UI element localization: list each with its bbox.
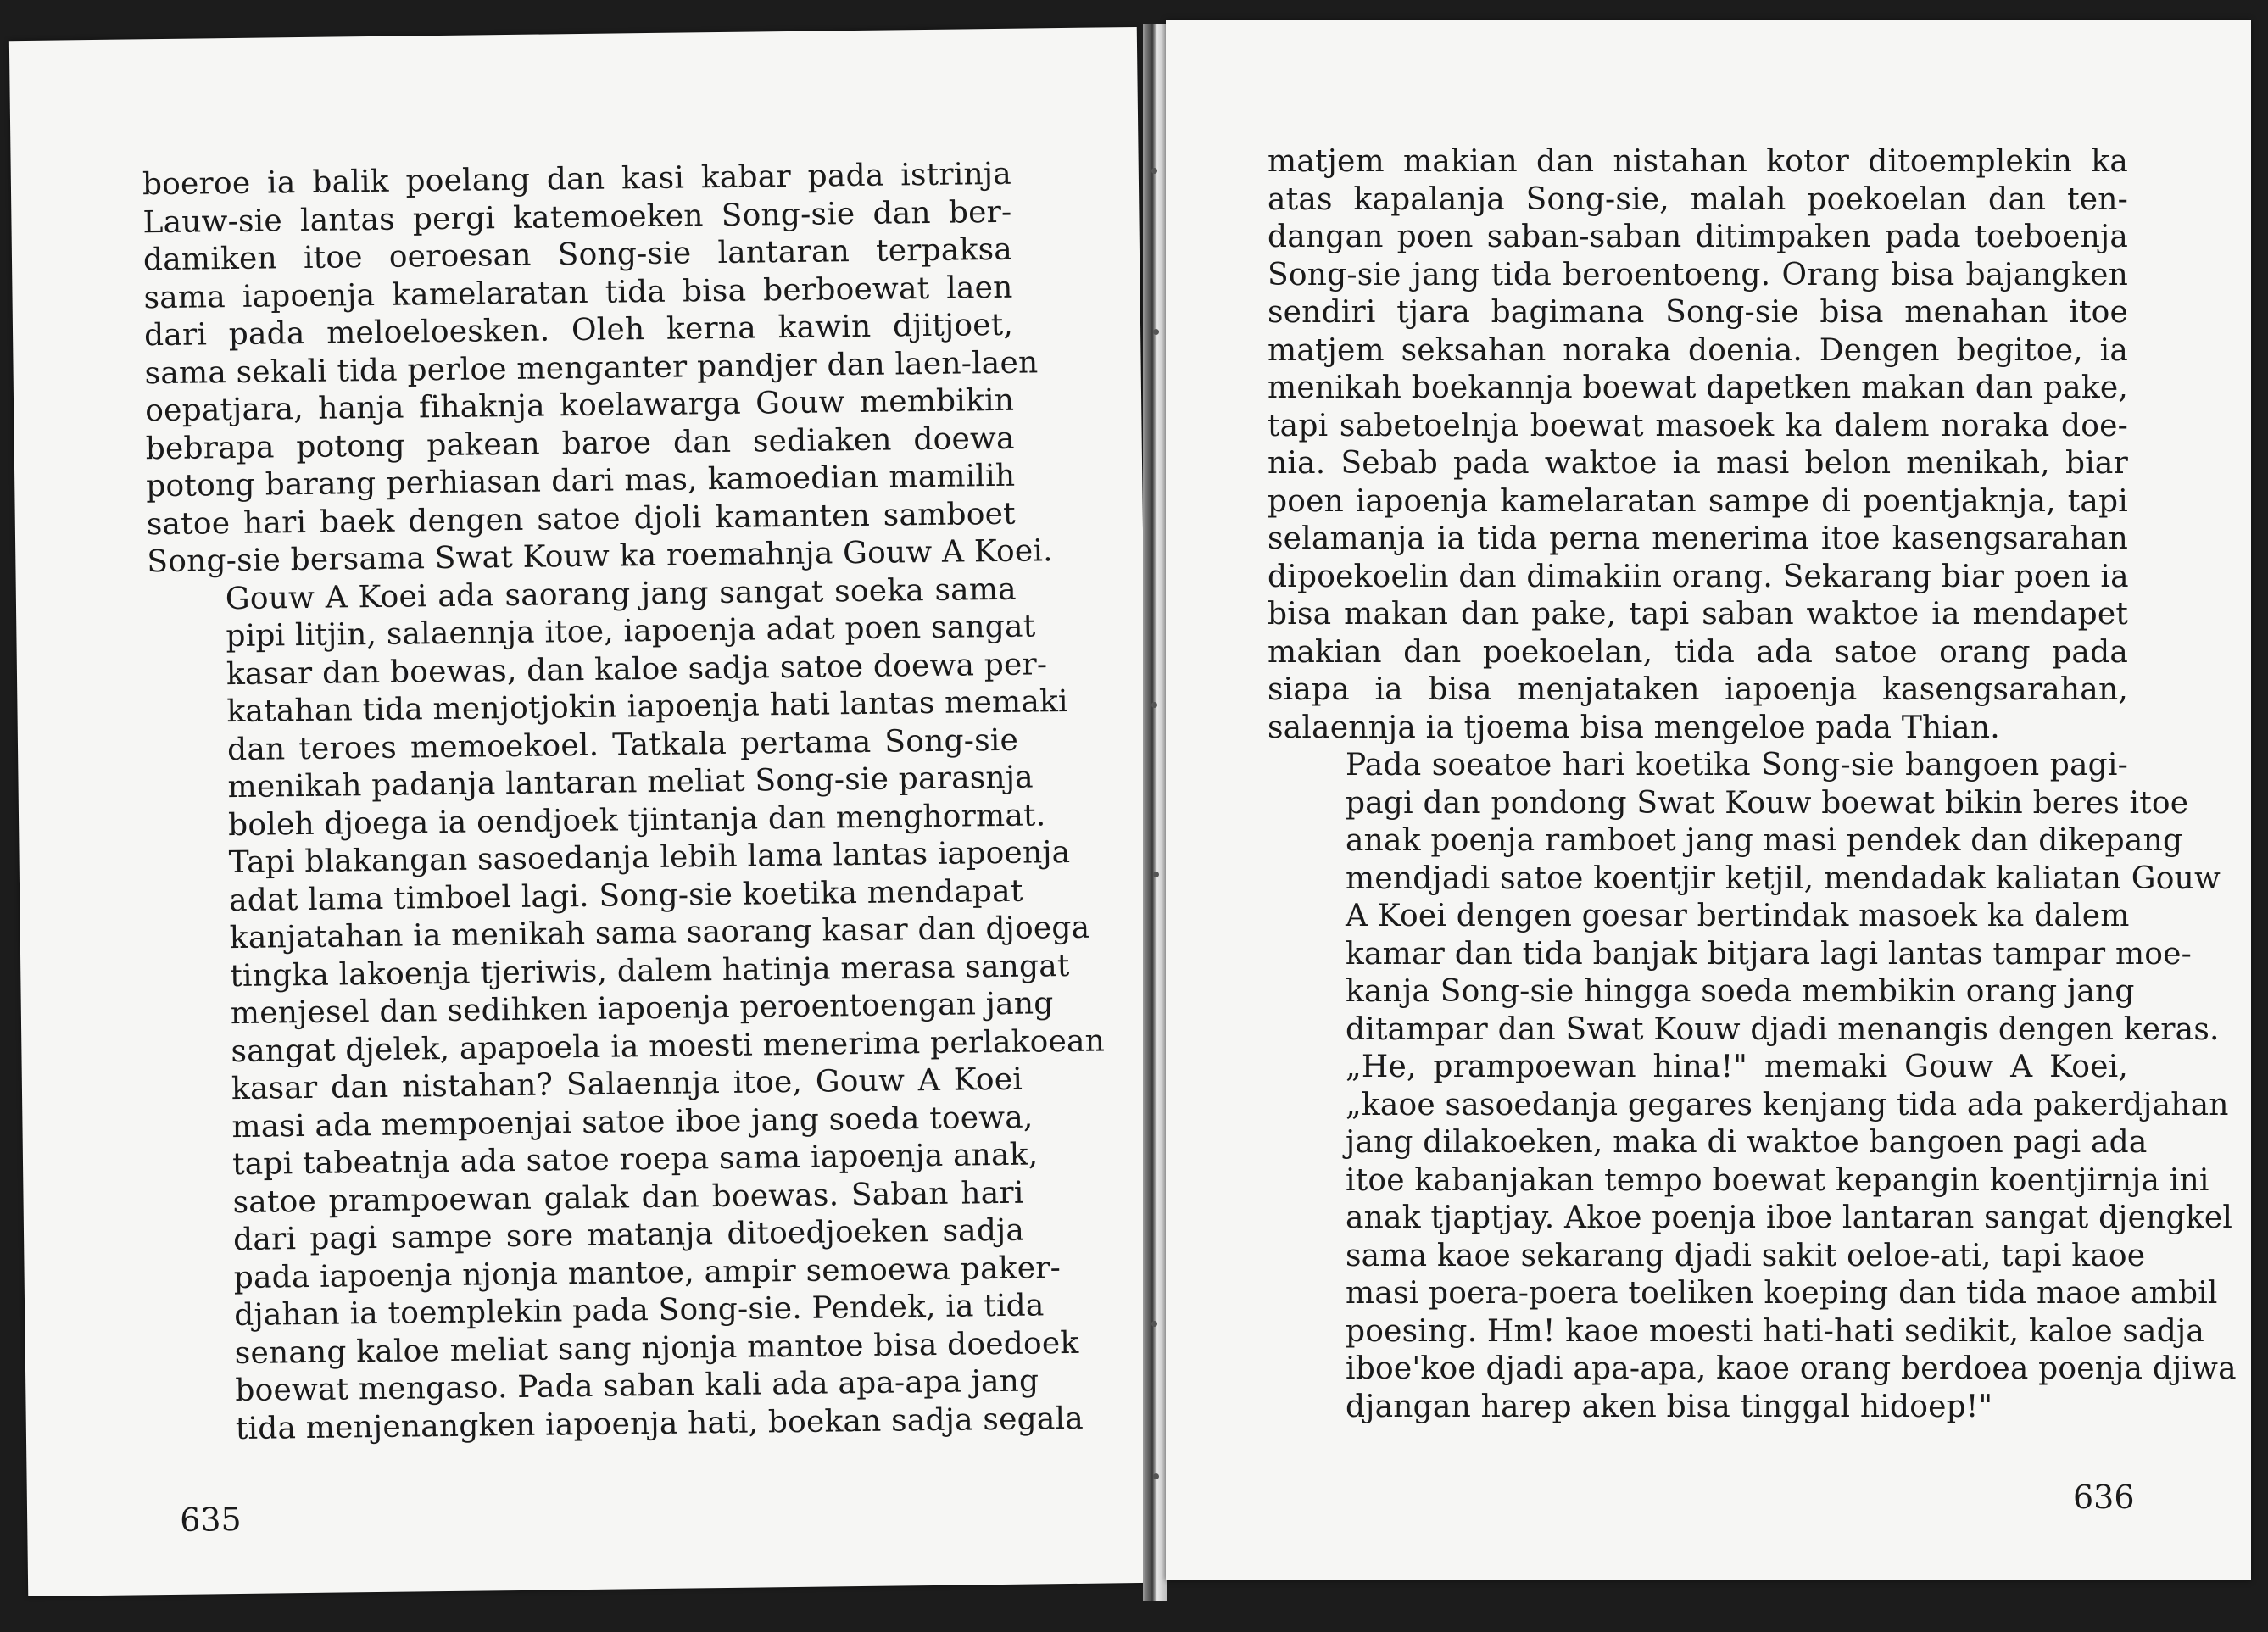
paragraph — [148, 571, 1106, 1449]
page-number: 636 — [2073, 1479, 2135, 1516]
text-line: kasar dan boewas, dan kaloe sadja satoe doewa per- — [226, 646, 1048, 692]
paragraph — [1268, 143, 2128, 747]
text-line: sangat djelek, apapoela ia moesti menerima perlakoean — [231, 1022, 1106, 1069]
text-line: „kaoe sasoedanja gegares kenjang tida ada pakerdjahan — [1346, 1087, 2229, 1122]
binding-mark — [1153, 872, 1159, 877]
text-line: pipi litjin, salaennja itoe, iapoenja adat poen sangat — [226, 609, 1036, 654]
text-line: nia. Sebab pada waktoe ia masi belon menikah, biar — [1268, 446, 2128, 481]
text-line: sama sekali tida perloe menganter pandjer dan laen-laen — [144, 344, 1039, 391]
text-line: tingka lakoenja tjeriwis, dalem hatinja merasa sangat — [230, 948, 1070, 994]
text-line: adat lama timboel lagi. Song-sie koetika mendapat — [228, 873, 1023, 918]
left-page — [9, 27, 1156, 1596]
text-line: atas kapalanja Song-sie, malah poekoelan dan ten- — [1268, 181, 2128, 217]
text-line: kanjatahan ia menikah sama saorang kasar dan djoega — [229, 910, 1090, 956]
text-line: kasar dan nistahan? Salaennja itoe, Gouw A Koei — [231, 1061, 1023, 1107]
binding-mark — [1153, 1473, 1159, 1479]
text-line: kanja Song-sie hingga soeda membikin orang jang — [1346, 974, 2135, 1009]
paragraph — [1268, 747, 2221, 1049]
binding-mark — [1151, 702, 1157, 708]
text-line: mendjadi satoe koentjir ketjil, mendadak kaliatan Gouw — [1346, 861, 2221, 896]
text-line: tapi sabetoelnja boewat masoek ka dalem noraka doe- — [1268, 408, 2128, 443]
text-line: boeroe ia balik poelang dan kasi kabar pada istrinja — [142, 156, 1012, 203]
text-line: boleh djoega ia oendjoek tjintanja dan menghormat. — [227, 797, 1046, 843]
book-gutter — [1143, 24, 1167, 1601]
text-line: dan teroes memoekoel. Tatkala pertama Song-sie — [226, 722, 1019, 767]
text-line: anak tjaptjay. Akoe poenja iboe lantaran sangat djengkel — [1346, 1200, 2233, 1235]
text-line: satoe prampoewan galak dan boewas. Saban hari — [232, 1175, 1024, 1220]
text-line: pagi dan pondong Swat Kouw boewat bikin beres itoe — [1346, 785, 2189, 821]
text-line: salaennja ia tjoema bisa mengeloe pada Thian. — [1268, 710, 2000, 745]
text-line: makian dan poekoelan, tida ada satoe orang pada — [1268, 634, 2128, 670]
text-line: katahan tida menjotjokin iapoenja hati lantas memaki — [226, 683, 1068, 730]
paragraph — [142, 156, 1053, 582]
text-line: sendiri tjara bagimana Song-sie bisa menahan itoe — [1268, 295, 2128, 330]
text-line: djangan harep aken bisa tinggal hidoep!" — [1346, 1389, 1993, 1424]
text-line: „He, prampoewan hina!" memaki Gouw A Koei, — [1346, 1050, 2128, 1084]
text-line: masi poera-poera toeliken koeping dan tida maoe ambil — [1346, 1276, 2218, 1311]
text-line: senang kaloe meliat sang njonja mantoe bisa doedoek — [234, 1325, 1079, 1371]
text-line: masi ada mempoenjai satoe iboe jang soeda toewa, — [231, 1100, 1034, 1145]
text-line: bebrapa potong pakean baroe dan sediaken doewa — [145, 421, 1015, 466]
text-line: Song-sie bersama Swat Kouw ka roemahnja Gouw A Koei. — [147, 533, 1053, 580]
text-line: damiken itoe oeroesan Song-sie lantaran terpaksa — [142, 231, 1013, 278]
text-line: siapa ia bisa menjataken iapoenja kasengsarahan, — [1268, 672, 2128, 707]
text-line: Pada soeatoe hari koetika Song-sie bangoen pagi- — [1346, 748, 2128, 783]
text-line: pada iapoenja njonja mantoe, ampir semoewa paker- — [233, 1250, 1062, 1295]
text-line: boewat mengaso. Pada saban kali ada apa-apa jang — [235, 1363, 1039, 1409]
binding-mark — [1151, 1321, 1157, 1327]
text-line: poen iapoenja kamelaratan sampe di poentjaknja, tapi — [1268, 483, 2128, 519]
text-line: tida menjenangken iapoenja hati, boekan sadja segala — [235, 1401, 1084, 1446]
text-line: jang dilakoeken, maka di waktoe bangoen pagi ada — [1346, 1125, 2148, 1160]
text-line: djahan ia toemplekin pada Song-sie. Pendek, ia tida — [233, 1288, 1045, 1334]
binding-mark — [1153, 329, 1159, 335]
text-line: Tapi blakangan sasoedanja lebih lama lantas iapoenja — [228, 834, 1071, 881]
text-line: dipoekoelin dan dimakiin orang. Sekarang biar poen ia — [1268, 559, 2129, 594]
text-line: menjesel dan sedihken iapoenja peroentoengan jang — [230, 986, 1054, 1032]
text-line: sama iapoenja kamelaratan tida bisa berboewat laen — [143, 270, 1013, 315]
text-line: anak poenja ramboet jang masi pendek dan dikepang — [1346, 823, 2183, 858]
text-line: Gouw A Koei ada saorang jang sangat soeka sama — [225, 571, 1017, 616]
text-line: Song-sie jang tida beroentoeng. Orang bisa bajangken — [1268, 257, 2128, 292]
text-line: dangan poen saban-saban ditimpaken pada toeboenja — [1268, 220, 2128, 254]
text-line: poesing. Hm! kaoe moesti hati-hati sedikit, kaloe sadja — [1346, 1313, 2204, 1349]
text-line: ditampar dan Swat Kouw djadi menangis dengen keras. — [1346, 1011, 2220, 1047]
text-line: menikah padanja lantaran meliat Song-sie parasnja — [227, 760, 1034, 805]
text-line: oepatjara, hanja fihaknja koelawarga Gouw membikin — [144, 382, 1015, 429]
paragraph — [1268, 1049, 2237, 1426]
text-line: selamanja ia tida perna menerima itoe kasengsarahan — [1268, 521, 2128, 556]
text-line: kamar dan tida banjak bitjara lagi lantas tampar moe- — [1346, 936, 2193, 972]
text-line: bisa makan dan pake, tapi saban waktoe ia mendapet — [1268, 597, 2128, 632]
text-line: dari pagi sampe sore matanja ditoedjoeken sadja — [232, 1212, 1025, 1258]
text-line: Lauw-sie lantas pergi katemoeken Song-sie dan ber- — [142, 194, 1012, 240]
text-line: matjem makian dan nistahan kotor ditoemplekin ka — [1268, 144, 2128, 179]
text-line: potong barang perhiasan dari mas, kamoedian mamilih — [146, 458, 1016, 504]
text-line: satoe hari baek dengen satoe djoli kamanten samboet — [146, 496, 1016, 542]
text-line: sama kaoe sekarang djadi sakit oeloe-ati, tapi kaoe — [1346, 1238, 2146, 1273]
text-line: matjem seksahan noraka doenia. Dengen begitoe, ia — [1268, 332, 2128, 368]
text-line: iboe'koe djadi apa-apa, kaoe orang berdoea poenja djiwa — [1346, 1351, 2237, 1386]
text-line: itoe kabanjakan tempo boewat kepangin koentjirnja ini — [1346, 1162, 2209, 1198]
text-line: tapi tabeatnja ada satoe roepa sama iapoenja anak, — [231, 1137, 1039, 1183]
binding-mark — [1151, 168, 1157, 174]
text-line: A Koei dengen goesar bertindak masoek ka dalem — [1346, 899, 2130, 933]
text-line: dari pada meloeloesken. Oleh kerna kawin djitjoet, — [143, 307, 1014, 354]
text-line: menikah boekannja boewat dapetken makan dan pake, — [1268, 370, 2128, 405]
right-page — [1166, 20, 2251, 1580]
left-page-text — [142, 156, 1106, 1449]
page-number: 635 — [179, 1500, 242, 1539]
right-page-text — [1268, 143, 2237, 1426]
